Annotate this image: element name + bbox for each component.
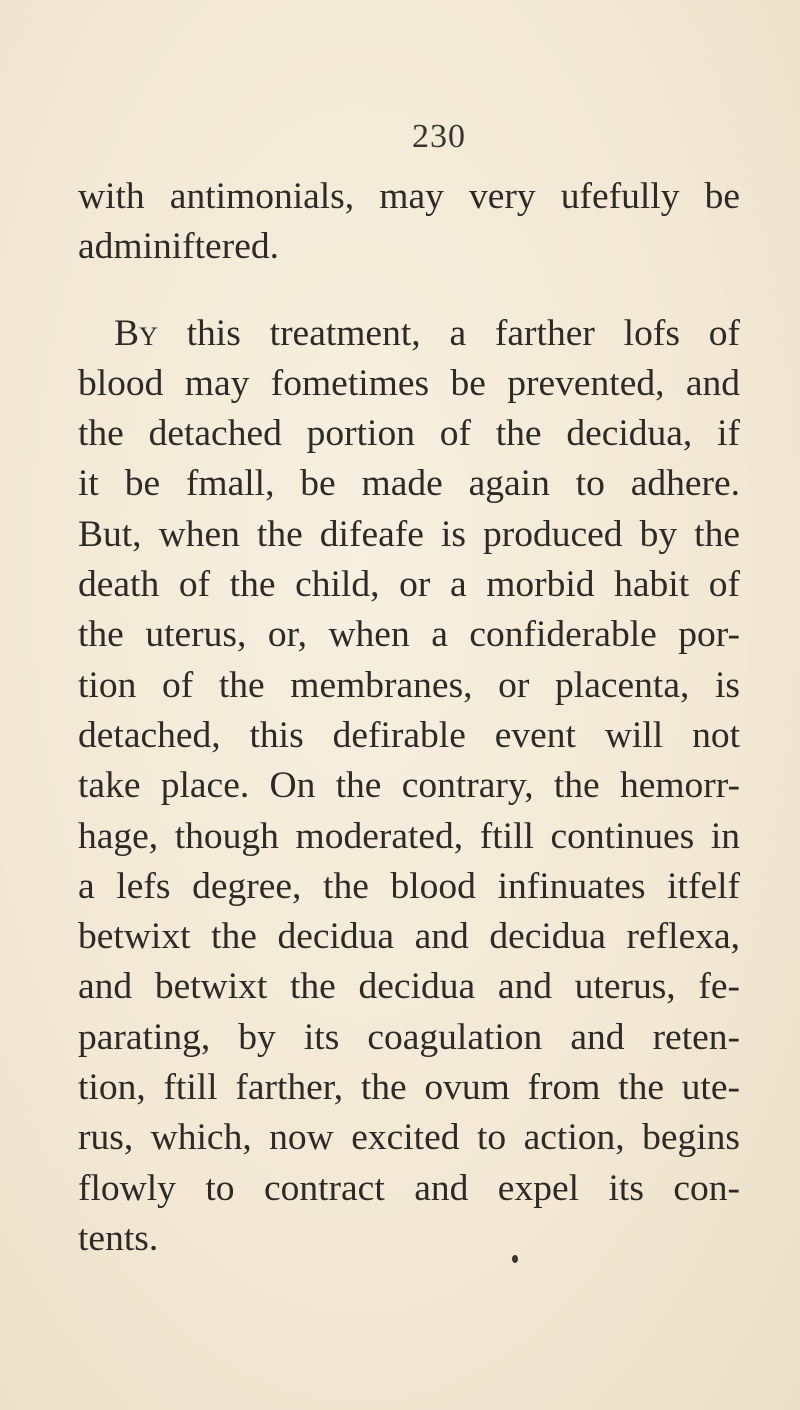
ink-speck [512,1255,518,1263]
body-text [78,172,740,1264]
paragraph-gap [78,273,740,309]
page-number: 230 [412,118,466,155]
paragraph-first-line [78,309,740,359]
text-line: detached, this defirable event will not [78,714,740,756]
text-line: a lefs degree, the blood infinuates itfelf [78,865,740,907]
text-line: tion, ftill farther, the ovum from the ute- [78,1067,740,1109]
text-line: and betwixt the decidua and uterus, fe- [78,966,740,1008]
text-line: tents. [78,1217,159,1259]
text-line: parating, by its coagulation and reten- [78,1016,740,1058]
text-line: rus, which, now excited to action, begins [78,1117,740,1159]
text-line-rest: this treatment, a farther lofs of [186,312,740,354]
text-line: the uterus, or, when a confiderable por- [78,614,740,656]
lead-word: By [114,312,158,354]
text-line: But, when the difeafe is produced by the [78,513,740,555]
text-line: blood may fometimes be prevented, and [78,362,740,404]
text-line: it be fmall, be made again to adhere. [78,463,740,505]
text-line: death of the child, or a morbid habit of [78,564,740,606]
text-line: with antimonials, may very ufefully be [78,176,740,217]
text-line: flowly to contract and expel its con- [78,1167,740,1209]
text-line: the detached portion of the decidua, if [78,413,740,455]
text-line: take place. On the contrary, the hemorr- [78,765,740,807]
text-line: hage, though moderated, ftill continues in [78,815,740,857]
text-line: tion of the membranes, or placenta, is [78,664,740,706]
text-line: betwixt the decidua and decidua reflexa, [78,916,740,958]
text-line: adminiftered. [78,226,279,268]
